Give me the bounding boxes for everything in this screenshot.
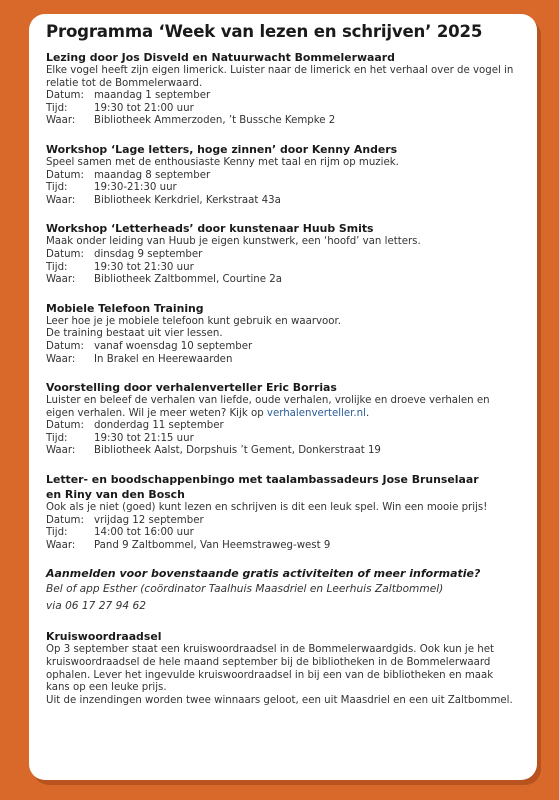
event-location: Bibliotheek Aalst, Dorpshuis ’t Gement, Donkerstraat 19 (94, 445, 381, 457)
event-title: Lezing door Jos Disveld en Natuurwacht Bommelerwaard (46, 51, 395, 64)
date-label: Datum: (46, 169, 84, 181)
page-title: Programma ‘Week van lezen en schrijven’ 2025 (46, 22, 483, 41)
description-text: eigen verhalen. Wil je meer weten? Kijk op (46, 407, 267, 419)
event-title: Workshop ‘Lage letters, hoge zinnen’ door Kenny Anders (46, 142, 398, 156)
event-time: 14:00 tot 16:00 uur (94, 527, 194, 539)
date-label: Datum: (46, 248, 84, 260)
event-location: Bibliotheek Kerkdriel, Kerkstraat 43a (94, 194, 281, 206)
crossword-section (46, 629, 523, 707)
program-card (29, 14, 537, 780)
description-text: . (365, 407, 370, 419)
event-location: Pand 9 Zaltbommel, Van Heemstraweg-west 9 (94, 539, 331, 551)
event-date: maandag 1 september (94, 90, 211, 102)
date-label: Datum: (46, 514, 84, 526)
website-link[interactable]: verhalenverteller.nl (266, 407, 366, 419)
event-workshop-lage-letters (46, 142, 523, 207)
crossword-text: kans op een leuke prijs. (46, 682, 167, 694)
event-time-row (46, 182, 523, 195)
event-location-row (46, 274, 523, 287)
event-date: vanaf woensdag 10 september (94, 340, 253, 352)
event-description: Ook als je niet (goed) kunt lezen en schrijven is dit een leuk spel. Win een mooie prijs! (46, 502, 488, 514)
event-time: 19:30 tot 21:00 uur (94, 102, 194, 114)
time-label: Tijd: (46, 261, 68, 273)
location-label: Waar: (46, 445, 76, 457)
event-workshop-letterheads (46, 221, 523, 286)
crossword-text: Uit de inzendingen worden twee winnaars geloot, een uit Maasdriel en een uit Zaltbommel. (46, 694, 513, 706)
event-title: Voorstelling door verhalenverteller Eric Borrias (46, 381, 337, 395)
event-date-row (46, 170, 523, 183)
location-label: Waar: (46, 194, 76, 206)
event-title: Letter- en boodschappenbingo met taalambassadeurs Jose Brunselaar (46, 473, 479, 487)
event-time-row (46, 262, 523, 275)
event-location: In Brakel en Heerewaarden (94, 353, 233, 365)
event-date: vrijdag 12 september (94, 514, 204, 526)
event-date-row (46, 341, 523, 354)
event-title: Mobiele Telefoon Training (46, 301, 204, 315)
event-description (46, 408, 523, 421)
event-date-row (46, 515, 523, 528)
date-label: Datum: (46, 420, 84, 432)
event-time: 19:30 tot 21:30 uur (94, 261, 194, 273)
event-time-row (46, 527, 523, 540)
event-title: Workshop ‘Letterheads’ door kunstenaar Huub Smits (46, 222, 374, 236)
event-date: maandag 8 september (94, 169, 211, 181)
event-bingo (46, 472, 523, 552)
location-label: Waar: (46, 115, 76, 127)
location-label: Waar: (46, 353, 76, 365)
crossword-text: Op 3 september staat een kruiswoordraadsel in de Bommelerwaardgids. Ook kun je het (46, 644, 494, 656)
event-description: relatie tot de Bommelerwaard. (46, 77, 203, 89)
event-time-row (46, 103, 523, 116)
event-time: 19:30 tot 21:15 uur (94, 432, 194, 444)
event-time: 19:30-21:30 uur (94, 182, 177, 194)
event-description: Luister en beleef de verhalen van liefde, oude verhalen, vrolijke en droeve verhalen en (46, 395, 490, 407)
registration-info (46, 566, 523, 615)
date-label: Datum: (46, 90, 84, 102)
event-description: Elke vogel heeft zijn eigen limerick. Luister naar de limerick en het verhaal over de vogel in (46, 65, 514, 76)
event-description: Maak onder leiding van Huub je eigen kunstwerk, een ‘hoofd’ van letters. (46, 236, 421, 248)
time-label: Tijd: (46, 527, 68, 539)
event-date: donderdag 11 september (94, 420, 224, 432)
event-description: Speel samen met de enthousiaste Kenny met taal en rijm op muziek. (46, 156, 399, 168)
event-location-row (46, 354, 523, 367)
event-description: Leer hoe je je mobiele telefoon kunt gebruik en waarvoor. (46, 315, 341, 327)
event-time-row (46, 433, 523, 446)
time-label: Tijd: (46, 182, 68, 194)
registration-contact: Bel of app Esther (coördinator Taalhuis Maasdriel en Leerhuis Zaltbommel) (46, 583, 444, 596)
event-location-row (46, 115, 523, 128)
time-label: Tijd: (46, 102, 68, 114)
registration-heading: Aanmelden voor bovenstaande gratis activiteiten of meer informatie? (46, 567, 481, 581)
event-date-row (46, 420, 523, 433)
crossword-title: Kruiswoordraadsel (46, 630, 162, 644)
crossword-text: kruiswoordraadsel de hele maand september bij de bibliotheken in de Bommelerwaard (46, 657, 491, 669)
event-date: dinsdag 9 september (94, 248, 203, 260)
event-description: De training bestaat uit vier lessen. (46, 328, 223, 340)
location-label: Waar: (46, 274, 76, 286)
event-location-row (46, 540, 523, 553)
date-label: Datum: (46, 340, 84, 352)
event-voorstelling (46, 380, 523, 458)
event-lezing (46, 50, 523, 128)
event-location-row (46, 445, 523, 458)
event-mobiele-telefoon (46, 301, 523, 366)
event-date-row (46, 90, 523, 103)
event-date-row (46, 249, 523, 262)
event-location: Bibliotheek Zaltbommel, Courtine 2a (94, 274, 282, 286)
event-location-row (46, 195, 523, 208)
crossword-text: ophalen. Lever het ingevulde kruiswoordraadsel in bij een van de bibliotheken en maak (46, 669, 494, 681)
location-label: Waar: (46, 539, 76, 551)
event-location: Bibliotheek Ammerzoden, ’t Bussche Kempke 2 (94, 115, 336, 127)
time-label: Tijd: (46, 432, 68, 444)
event-title: en Riny van den Bosch (46, 488, 185, 502)
registration-phone: via 06 17 27 94 62 (46, 600, 146, 613)
